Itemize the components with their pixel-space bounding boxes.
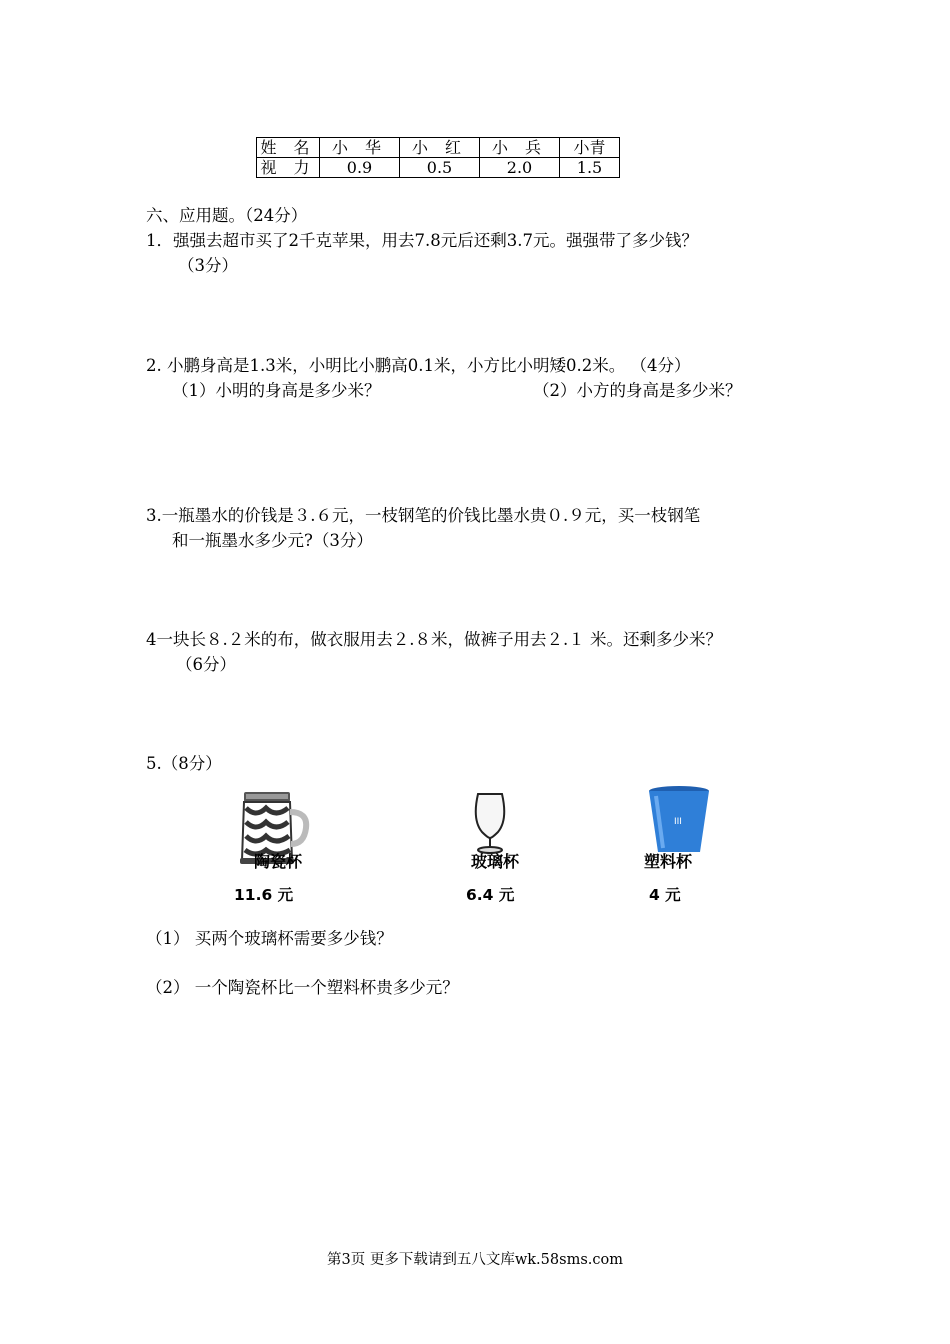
table-cell: 1.5 [560, 158, 620, 178]
cup-label-plastic: 塑料杯 [644, 852, 693, 871]
table-cell: 视 力 [257, 158, 320, 178]
section-title: 六、应用题。（24分） [146, 206, 308, 225]
cup-label-glass: 玻璃杯 [471, 852, 520, 871]
cup-label-ceramic: 陶瓷杯 [254, 852, 303, 871]
question-4-line-1: 4一块长８.２米的布，做衣服用去２.８米，做裤子用去２.１ 米。还剩多少米？ [146, 630, 722, 649]
table-header-row [257, 138, 620, 158]
table-cell: 0.5 [400, 158, 480, 178]
table-cell: 小 华 [320, 138, 400, 158]
question-3-line-1: 3.一瓶墨水的价钱是３.６元，一枝钢笔的价钱比墨水贵０.９元，买一枝钢笔 [146, 506, 701, 525]
question-1-line-2: （3分） [178, 256, 238, 275]
table-cell: 小青 [560, 138, 620, 158]
question-3-line-2: 和一瓶墨水多少元?（3分） [172, 531, 373, 550]
table-cell: 小 兵 [480, 138, 560, 158]
svg-text:III: III [674, 817, 682, 827]
price-plastic: 4 元 [649, 886, 681, 904]
question-4-line-2: （6分） [176, 655, 236, 674]
table-cell: 0.9 [320, 158, 400, 178]
question-2-sub-2: （2）小方的身高是多少米？ [533, 381, 742, 400]
plastic-cup-icon [646, 784, 712, 856]
question-2-sub-1: （1）小明的身高是多少米？ [172, 381, 381, 400]
question-5-title: 5.（8分） [146, 754, 222, 773]
page-footer: 第3页 更多下载请到五八文库wk.58sms.com [327, 1252, 623, 1268]
price-ceramic: 11.6 元 [234, 886, 294, 904]
price-glass: 6.4 元 [466, 886, 515, 904]
vision-table [256, 137, 620, 178]
table-row [257, 158, 620, 178]
table-cell: 小 红 [400, 138, 480, 158]
table-cell: 姓 名 [257, 138, 320, 158]
question-5-sub-1: （1） 买两个玻璃杯需要多少钱？ [146, 929, 393, 948]
question-5-sub-2: （2） 一个陶瓷杯比一个塑料杯贵多少元？ [146, 978, 459, 997]
question-2-line-1: 2. 小鹏身高是1.3米，小明比小鹏高0.1米，小方比小明矮0.2米。 （4分） [146, 356, 691, 375]
glass-cup-icon [470, 792, 510, 856]
table-cell: 2.0 [480, 158, 560, 178]
question-1-line-1: 1．强强去超市买了2千克苹果，用去7.8元后还剩3.7元。强强带了多少钱？ [146, 231, 698, 250]
